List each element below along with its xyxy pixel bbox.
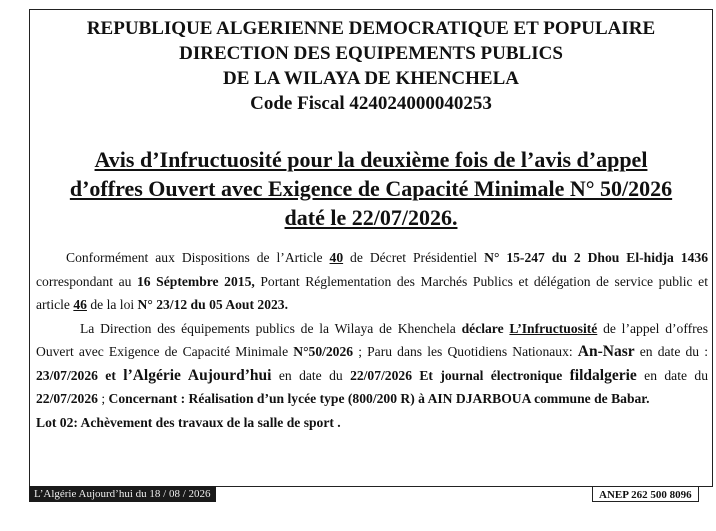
declare-keyword: déclare — [461, 320, 504, 336]
publication-date: 22/07/2026 Et journal électronique — [350, 367, 563, 383]
newspaper-fildalgerie: fildalgerie — [569, 366, 637, 384]
text: en date du : — [634, 344, 708, 359]
paragraph-declaration — [36, 317, 708, 411]
infructuosite-keyword: L’Infructuosité — [509, 320, 598, 336]
title-line-2: d’offres Ouvert avec Exigence de Capacité Minimale N° 50/2026 — [69, 176, 673, 201]
law-reference: N° 23/12 du 05 Aout 2023. — [137, 297, 289, 312]
text: de Décret Présidentiel — [343, 250, 485, 265]
title-line-1: Avis d’Infructuosité pour la deuxième fois de l’avis d’appel — [94, 147, 648, 172]
header — [30, 16, 712, 116]
article-number: 40 — [329, 250, 344, 265]
publication-date: 22/07/2026 — [36, 391, 98, 406]
text: Conformément aux Dispositions de l’Article — [66, 250, 330, 265]
notice-frame — [29, 9, 713, 487]
newspaper-an-nasr: An-Nasr — [577, 343, 635, 360]
decree-date: 16 Séptembre 2015, — [137, 273, 255, 289]
project-description: Concernant : Réalisation d’un lycée type (800/200 R) à AIN DJARBOUA commune de Babar. — [108, 391, 650, 406]
text — [562, 368, 569, 383]
source-caption: L’Algérie Aujourd’hui du 18 / 08 / 2026 — [29, 486, 216, 502]
notice-title — [30, 145, 712, 232]
anep-reference: ANEP 262 500 8096 — [592, 486, 699, 502]
text: correspondant au — [36, 273, 137, 289]
tender-number: N°50/2026 — [293, 344, 354, 359]
text: Portant Réglementation des Marchés Publics et délégation de service public et article — [36, 273, 708, 312]
header-republic: REPUBLIQUE ALGERIENNE DEMOCRATIQUE ET POPULAIRE — [86, 18, 656, 39]
text: en date du — [271, 367, 351, 383]
text: ; Paru dans les Quotidiens Nationaux: — [353, 344, 578, 359]
text: ; — [97, 391, 109, 406]
paragraph-legal-basis — [36, 246, 708, 317]
text: en date du — [636, 367, 708, 383]
notice-body — [36, 246, 708, 434]
text: La Direction des équipements publics de la Wilaya de Khenchela — [80, 320, 462, 336]
publication-date: 23/07/2026 et — [36, 367, 116, 383]
header-direction: DIRECTION DES EQUIPEMENTS PUBLICS — [179, 43, 563, 64]
header-wilaya: DE LA WILAYA DE KHENCHELA — [222, 68, 519, 89]
header-fiscal-code: Code Fiscal 424024000040253 — [250, 93, 492, 114]
newspaper-algerie-aujourdhui: l’Algérie Aujourd’hui — [123, 366, 272, 384]
title-line-3: daté le 22/07/2026. — [284, 205, 458, 230]
decree-reference: N° 15-247 du 2 Dhou El-hidja 1436 — [484, 250, 708, 265]
text: de l’appel d’offres Ouvert avec Exigence de Capacité Minimale — [36, 320, 708, 359]
article-number: 46 — [73, 297, 87, 312]
text: de la loi — [86, 297, 138, 312]
lot-description: Lot 02: Achèvement des travaux de la salle de sport . — [36, 414, 341, 430]
